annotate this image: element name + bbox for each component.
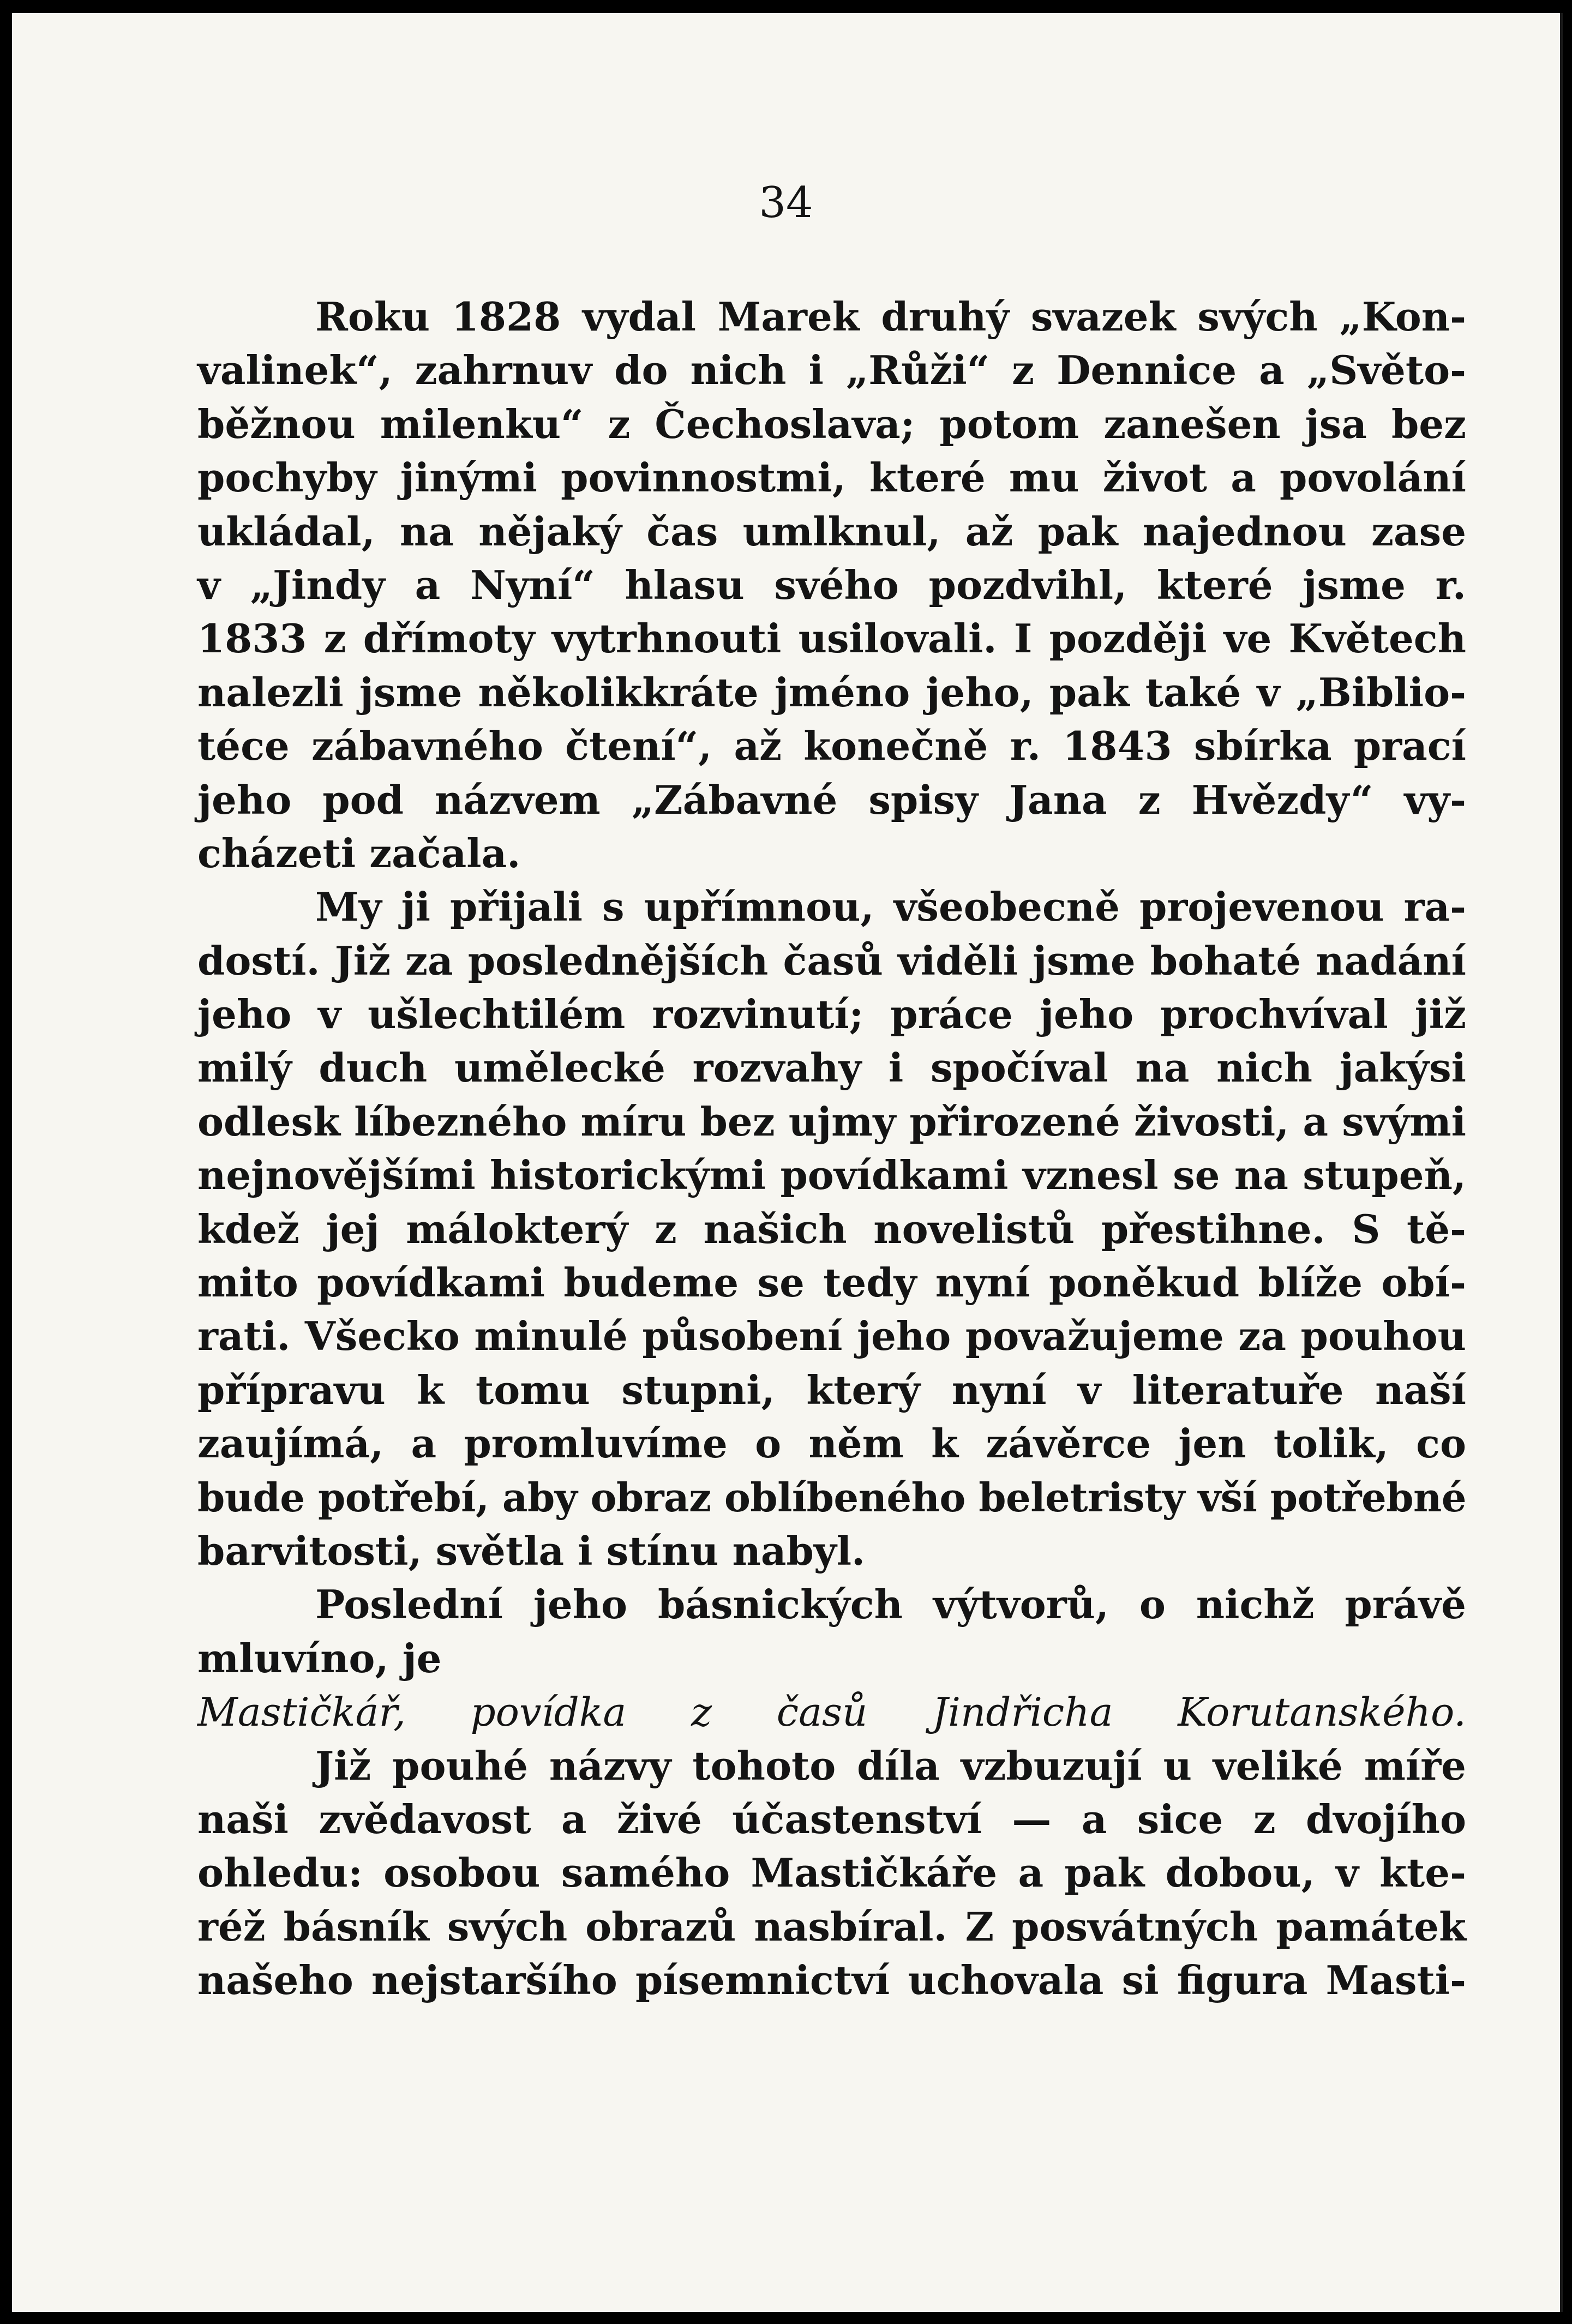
body-text	[197, 290, 1466, 2008]
text-line: cházeti začala.	[197, 830, 521, 876]
text-line: pochyby jinými povinnostmi, které mu život a povolání	[197, 454, 1466, 501]
text-line: milý duch umělecké rozvahy i spočíval na nich jakýsi	[197, 1044, 1466, 1091]
text-line: Roku 1828 vydal Marek druhý svazek svých „Kon-	[315, 293, 1466, 340]
text-line: ukládal, na nějaký čas umlknul, až pak najednou zase	[197, 508, 1466, 555]
text-line: téce zábavného čtení“, až konečně r. 1843 sbírka prací	[197, 723, 1466, 770]
text-line-title: Mastičkář, povídka z časů Jindřicha Korutanského.	[197, 1689, 1466, 1736]
text-line: mluvíno, je	[197, 1635, 442, 1682]
text-line: v „Jindy a Nyní“ hlasu svého pozdvihl, které jsme r.	[197, 561, 1466, 608]
text-line: rati. Všecko minulé působení jeho považujeme za pouhou	[197, 1313, 1466, 1360]
text-line: nalezli jsme několikkráte jméno jeho, pak také v „Biblio-	[197, 669, 1466, 716]
text-line: valinek“, zahrnuv do nich i „Růži“ z Dennice a „Světo-	[197, 347, 1466, 394]
text-line: zaujímá, a promluvíme o něm k závěrce jen tolik, co	[197, 1420, 1466, 1467]
text-line: 1833 z dřímoty vytrhnouti usilovali. I později ve Květech	[197, 615, 1466, 662]
text-line: odlesk líbezného míru bez ujmy přirozené živosti, a svými	[197, 1098, 1466, 1145]
text-line: Poslední jeho básnických výtvorů, o nichž právě	[315, 1581, 1466, 1628]
text-line: přípravu k tomu stupni, který nyní v literatuře naší	[197, 1366, 1466, 1413]
text-line: běžnou milenku“ z Čechoslava; potom zanešen jsa bez	[197, 400, 1466, 447]
text-line: mito povídkami budeme se tedy nyní poněkud blíže obí-	[197, 1259, 1466, 1306]
text-line: barvitosti, světla i stínu nabyl.	[197, 1527, 866, 1574]
page-number: 34	[759, 178, 813, 227]
text-line: jeho pod názvem „Zábavné spisy Jana z Hvězdy“ vy-	[197, 776, 1466, 823]
text-line: ohledu: osobou samého Mastičkáře a pak dobou, v kte-	[197, 1849, 1466, 1896]
text-line: kdež jej málokterý z našich novelistů přestihne. S tě-	[197, 1205, 1466, 1252]
text-line: našeho nejstaršího písemnictví uchovala si figura Masti-	[197, 1957, 1466, 2004]
text-line: réž básník svých obrazů nasbíral. Z posvátných památek	[197, 1903, 1466, 1950]
text-line: Již pouhé názvy tohoto díla vzbuzují u veliké míře	[315, 1742, 1466, 1789]
text-line: jeho v ušlechtilém rozvinutí; práce jeho prochvíval již	[197, 991, 1466, 1038]
text-line: dostí. Již za poslednějších časů viděli jsme bohaté nadání	[197, 937, 1466, 984]
text-line: naši zvědavost a živé účastenství — a sice z dvojího	[197, 1795, 1466, 1842]
text-line: nejnovějšími historickými povídkami vznesl se na stupeň,	[197, 1152, 1466, 1199]
text-line: bude potřebí, aby obraz oblíbeného beletristy vší potřebné	[197, 1474, 1466, 1521]
text-line: My ji přijali s upřímnou, všeobecně projevenou ra-	[315, 884, 1466, 930]
